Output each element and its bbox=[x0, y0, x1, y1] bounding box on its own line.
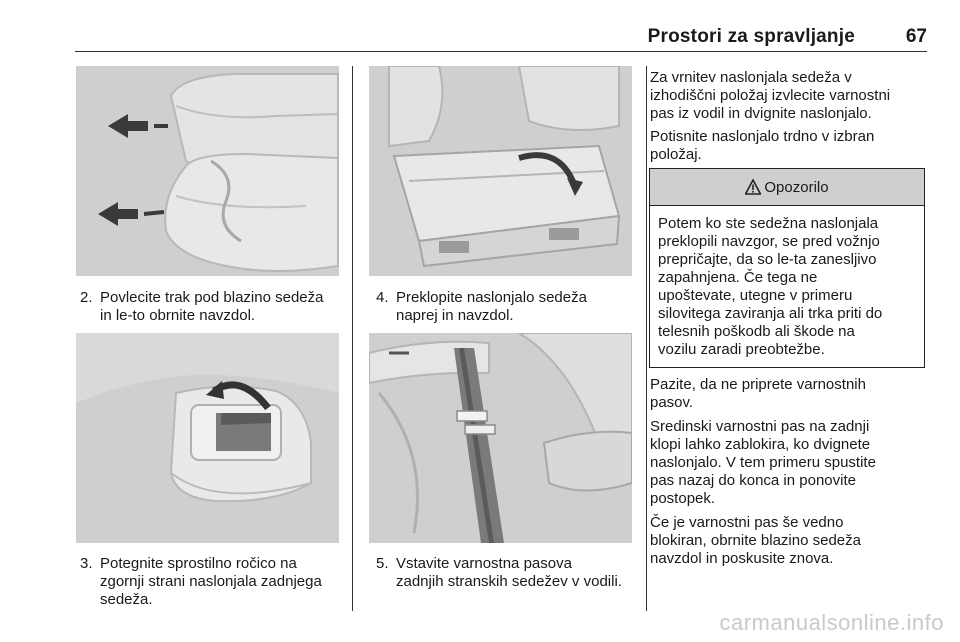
step-text bbox=[396, 289, 587, 325]
figure-seat-strap bbox=[76, 66, 339, 276]
para-line: Za vrnitev naslonjala sedeža v bbox=[650, 69, 852, 86]
warning-triangle-icon bbox=[745, 179, 761, 195]
step-2 bbox=[80, 289, 350, 329]
para-line: Če je varnostni pas še vedno bbox=[650, 514, 844, 531]
step-line: Potegnite sprostilno ročico na bbox=[100, 555, 297, 572]
para-line: izhodiščni položaj izvlecite varnostni bbox=[650, 87, 891, 104]
step-text bbox=[100, 289, 323, 325]
para-line: pas nazaj do konca in ponovite bbox=[650, 472, 856, 489]
step-line: in le-to obrnite navzdol. bbox=[100, 307, 256, 324]
para-line: pas iz vodil in dvignite naslonjalo. bbox=[650, 105, 872, 122]
paragraph-center-belt bbox=[650, 418, 930, 508]
para-line: Potisnite naslonjalo trdno v izbran bbox=[650, 128, 875, 145]
para-line: postopek. bbox=[650, 490, 716, 507]
step-line: zgornji strani naslonjala zadnjega bbox=[100, 573, 322, 590]
step-line: Preklopite naslonjalo sedeža bbox=[396, 289, 587, 306]
figure-folded-backrest bbox=[369, 66, 632, 276]
warning-line: Potem ko ste sedežna naslonjala bbox=[658, 215, 879, 232]
step-text bbox=[396, 555, 622, 591]
warning-header bbox=[650, 169, 924, 206]
warning-line: upoštevate, utegne v primeru bbox=[658, 287, 853, 304]
step-4 bbox=[376, 289, 644, 329]
step-number: 2. bbox=[80, 289, 93, 306]
header-rule bbox=[75, 51, 927, 52]
para-line: klopi lahko zablokira, ko dvignete bbox=[650, 436, 871, 453]
warning-line: telesnih poškodb ali škode na bbox=[658, 323, 855, 340]
warning-line: zapahnjena. Če tega ne bbox=[658, 269, 818, 286]
step-number: 5. bbox=[376, 555, 389, 572]
warning-line: vozilu zaradi preobtežbe. bbox=[658, 341, 825, 358]
step-line: naprej in navzdol. bbox=[396, 307, 514, 324]
para-line: navzdol in poskusite znova. bbox=[650, 550, 834, 567]
para-line: položaj. bbox=[650, 146, 702, 163]
paragraph-belts-caution bbox=[650, 376, 930, 412]
page-title: Prostori za spravljanje bbox=[647, 26, 855, 47]
figure-release-lever bbox=[76, 333, 339, 543]
step-line: sedeža. bbox=[100, 591, 153, 608]
step-number: 3. bbox=[80, 555, 93, 572]
warning-text bbox=[650, 206, 924, 359]
warning-line: silovitega zaviranja ali trka priti do bbox=[658, 305, 883, 322]
warning-line: preklopili navzgor, se pred vožnjo bbox=[658, 233, 880, 250]
step-line: Povlecite trak pod blazino sedeža bbox=[100, 289, 324, 306]
step-line: Vstavite varnostna pasova bbox=[396, 555, 572, 572]
warning-line: prepričajte, da so le-ta zanesljivo bbox=[658, 251, 877, 268]
para-line: Pazite, da ne priprete varnostnih bbox=[650, 376, 866, 393]
warning-title: Opozorilo bbox=[764, 178, 829, 196]
paragraph-push-backrest bbox=[650, 128, 930, 164]
para-line: Sredinski varnostni pas na zadnji bbox=[650, 418, 870, 435]
figure-belt-guide bbox=[369, 333, 632, 543]
watermark: carmanualsonline.info bbox=[719, 610, 944, 635]
step-number: 4. bbox=[376, 289, 389, 306]
paragraph-return-backrest bbox=[650, 69, 930, 123]
para-line: blokiran, obrnite blazino sedeža bbox=[650, 532, 861, 549]
para-line: pasov. bbox=[650, 394, 694, 411]
page-number: 67 bbox=[905, 26, 927, 47]
para-line: naslonjalo. V tem primeru spustite bbox=[650, 454, 876, 471]
page-header bbox=[75, 26, 927, 50]
warning-box bbox=[649, 168, 925, 368]
step-3 bbox=[80, 555, 350, 613]
step-text bbox=[100, 555, 322, 609]
step-5 bbox=[376, 555, 644, 595]
column-divider-2 bbox=[646, 66, 647, 611]
paragraph-belt-blocked bbox=[650, 514, 930, 568]
step-line: zadnjih stranskih sedežev v vodili. bbox=[396, 573, 622, 590]
column-divider-1 bbox=[352, 66, 353, 611]
